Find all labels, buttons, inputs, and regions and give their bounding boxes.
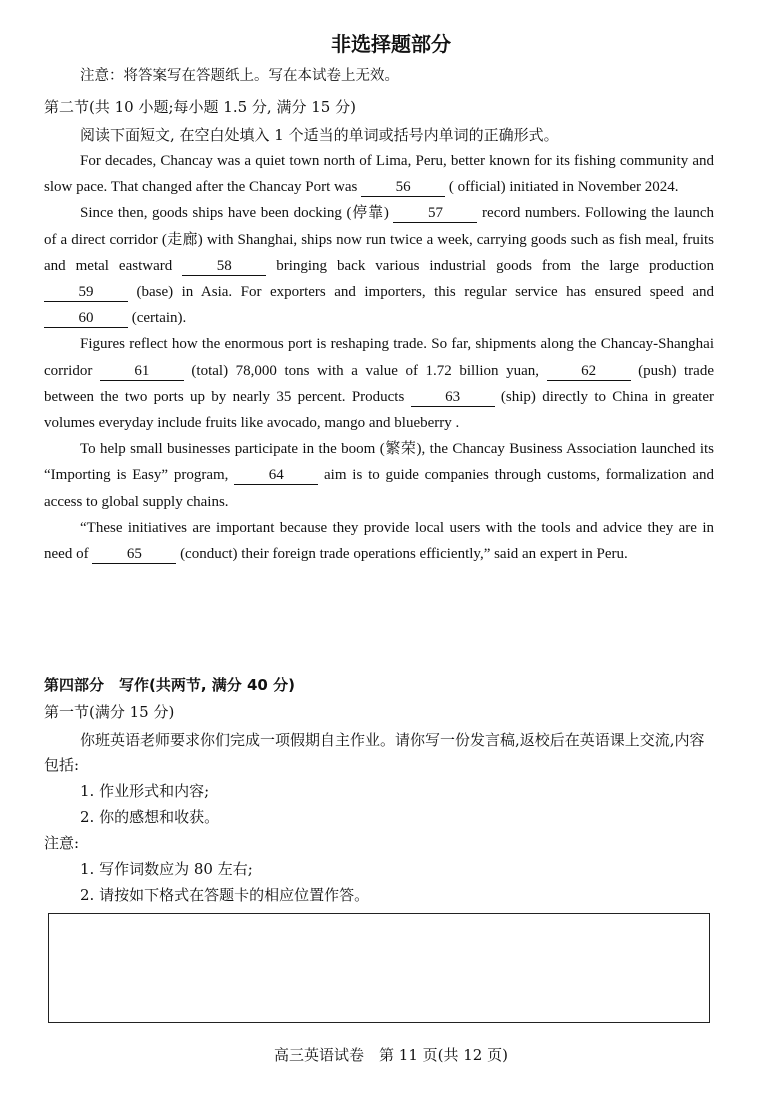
paragraph-5	[44, 515, 714, 567]
note-title: 注意:	[44, 834, 80, 852]
blank-65[interactable]: 65	[92, 545, 176, 564]
answer-box[interactable]	[48, 913, 710, 1023]
page-title: 非选择题部分	[331, 32, 451, 56]
p2-text-e: (base) in Asia. For exporters and importers, this regular service has ensured speed and	[128, 284, 714, 301]
p3-text-d: (push) trade between the two ports up by nearly 35 percent. Products	[44, 362, 714, 405]
part4-title: 第四部分 写作(共两节, 满分 40 分)	[44, 676, 295, 694]
p5-text-c: (conduct) their foreign trade operations efficiently,” said an expert in Peru.	[176, 546, 628, 563]
p2-text-a: Since then, goods ships have been docking (停靠)	[80, 205, 394, 222]
blank-64[interactable]: 64	[234, 466, 318, 485]
writing-task	[44, 728, 716, 778]
paragraph-3	[44, 331, 714, 436]
paragraph-1	[44, 148, 714, 200]
cloze-passage	[44, 148, 714, 567]
note-item-1: 1. 写作词数应为 80 左右;	[80, 860, 253, 878]
blank-60[interactable]: 60	[44, 309, 128, 328]
p3-text-c: (total) 78,000 tons with a value of 1.72 billion yuan,	[183, 362, 547, 379]
page-footer: 高三英语试卷 第 11 页(共 12 页)	[274, 1046, 508, 1064]
p2-text-c: record numbers. Following the launch of a direct corridor (走廊) with Shanghai, ships now run twice a week, carrying goods such as fish meal, fruits and metal eastward	[44, 205, 715, 274]
p5-text-a: “These initiatives are important because they provide local users with the tools and advice they are in need of	[44, 519, 714, 563]
writing-task-text: 你班英语老师要求你们完成一项假期自主作业。请你写一份发言稿,返校后在英语课上交流,内容包括:	[44, 731, 705, 774]
notice-text: 注意：将答案写在答题纸上。写在本试卷上无效。	[80, 68, 399, 84]
blank-63[interactable]: 63	[411, 388, 495, 407]
p2-text-d: bringing back various industrial goods from the large production	[266, 257, 714, 274]
section2-instruction: 阅读下面短文, 在空白处填入 1 个适当的单词或括号内单词的正确形式。	[80, 126, 559, 144]
blank-56[interactable]: 56	[361, 178, 445, 197]
blank-57[interactable]: 57	[393, 204, 477, 223]
writing-section1-title: 第一节(满分 15 分)	[44, 703, 175, 721]
paragraph-4	[44, 436, 714, 515]
blank-62[interactable]: 62	[547, 362, 631, 381]
blank-61[interactable]: 61	[100, 362, 184, 381]
p4-text-a: To help small businesses participate in the boom (繁荣), the Chancay Business Association launched its “Importing is Easy” program,	[44, 441, 714, 484]
note-item-2: 2. 请按如下格式在答题卡的相应位置作答。	[80, 886, 370, 904]
paragraph-2	[44, 200, 714, 331]
p3-text-e: (ship) directly to China in greater volumes everyday include fruits like avocado, mango and blueberry .	[44, 388, 714, 432]
p1-text-c: ( official) initiated in November 2024.	[445, 179, 679, 196]
p1-text-a: For decades, Chancay was a quiet town north of Lima, Peru, better known for its fishing community and slow pace. That changed after the Chancay Port was	[44, 153, 714, 196]
blank-58[interactable]: 58	[182, 257, 266, 276]
task-item-2: 2. 你的感想和收获。	[80, 808, 220, 826]
task-item-1: 1. 作业形式和内容;	[80, 782, 210, 800]
p2-text-f: (certain).	[128, 310, 187, 327]
p3-text-a: Figures reflect how the enormous port is reshaping trade. So far, shipments along the Chancay-Shanghai corridor	[44, 336, 714, 379]
blank-59[interactable]: 59	[44, 283, 128, 302]
section2-title: 第二节(共 10 小题;每小题 1.5 分, 满分 15 分)	[44, 98, 356, 116]
p4-text-c: aim is to guide companies through customs, formalization and access to global supply chains.	[44, 467, 714, 510]
